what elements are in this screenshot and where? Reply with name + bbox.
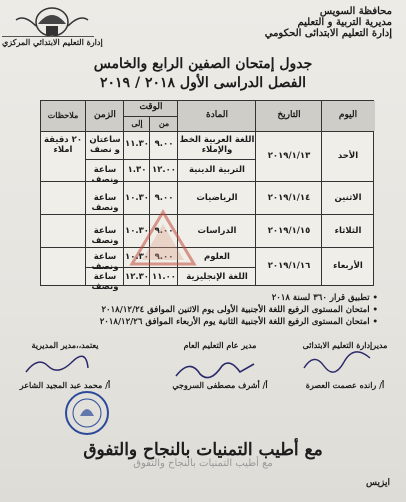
note-item: • امتحان المستوى الرفيع اللغة الأجنبية الأولى يوم الاثنين الموافق ٢٠١٨/١٢/٢٤ [60,304,378,316]
row-to: ١١.٣٠ [125,139,149,149]
row-note: ٢٠ دقيقة املاء [43,135,83,155]
primary-director-title: مديرإدارة التعليم الابتدائى [302,340,388,350]
primary-director-name: أ/ رانده عصمت العصرة [305,380,385,390]
row-subject: التربية الدينية [189,165,245,175]
row-from: ٩.٠٠ [154,226,174,236]
row-subject: الرياضيات [196,193,238,203]
closing-message-ghost: مع أطيب التمنيات بالنجاح والتفوق [133,458,273,469]
note-item: • امتحان المستوى الرفيع اللغة الأجنبية الثانية يوم الأربعاء الموافق ٢٠١٨/١٢/٢٦ [60,316,378,328]
row-to: ١٠.٣٠ [125,193,149,203]
row-duration: ساعة ونصف [91,193,119,213]
primary-signature-icon [300,350,380,376]
official-stamp-icon [64,390,110,436]
header-time: الوقت [139,102,163,112]
row-duration: ساعة ونصف [91,226,119,246]
header-to: إلى [131,118,143,128]
row-subject: اللغة الإنجليزية [186,272,248,282]
governorate-line: محافظة السويس [319,6,392,17]
notes-list [60,292,378,328]
row-date: ٢٠١٩/١/١٦ [267,261,311,271]
header-block [232,6,392,39]
approval-title: يعتمد،،مدير المديرية [31,340,99,350]
header-notes: ملاحظات [47,110,79,120]
row-date: ٢٠١٩/١/١٣ [267,151,311,161]
approval-signature-icon [22,352,92,378]
row-day: الأربعاء [333,261,363,271]
row-subject: اللغة العربية الخط والإملاء [179,135,255,155]
schedule-title: جدول إمتحان الصفين الرابع والخامس [93,56,313,72]
exam-schedule-table [40,100,374,292]
row-date: ٢٠١٩/١/١٥ [267,226,311,236]
row-duration: ساعة ونصف [91,165,119,185]
row-from: ١٢.٠٠ [152,165,176,175]
general-director-name: أ/ أشرف مصطفى السروجي [172,380,268,390]
row-from: ٩.٠٠ [154,252,174,262]
row-to: ١٠.٣٠ [125,252,149,262]
footer-label: ايزيس [366,478,390,488]
row-day: الأحد [337,151,359,161]
administration-line: إدارة التعليم الابتدائى الحكومي [264,28,392,39]
row-day: الاثنين [334,193,362,203]
header-duration: الزمن [94,110,116,120]
row-day: الثلاثاء [334,226,362,236]
row-duration: ساعة ونصف [91,252,119,272]
row-duration: ساعتان و نصف [89,135,121,155]
row-date: ٢٠١٩/١/١٤ [267,193,311,203]
row-from: ٩.٠٠ [154,139,174,149]
header-from: من [158,118,170,128]
row-from: ١١.٠٠ [152,272,176,282]
directorate-line: مديرية التربية و التعليم [297,17,392,28]
row-duration: ساعة ونصف [91,272,119,292]
closing-message: مع أطيب التمنيات بالنجاح والتفوق [83,440,323,460]
row-to: ١٠.٣٠ [125,226,149,236]
row-subject: العلوم [204,252,230,262]
note-item: • تطبيق قرار ٣٦٠ لسنة ٢٠١٨ [60,292,378,304]
watermark-logo-icon [128,208,198,268]
row-subject: الدراسات [197,226,237,236]
approval-name: أ/ محمد عبد المجيد الشاعر [19,380,111,390]
schedule-subtitle: الفصل الدراسى الأول ٢٠١٨ / ٢٠١٩ [100,75,306,91]
row-from: ٩.٠٠ [154,193,174,203]
header-day: اليوم [338,110,358,120]
row-to: ١.٣٠ [127,165,147,175]
logo-caption: إدارة التعليم الابتدائي المركزي [2,37,103,47]
general-director-title: مدير عام التعليم العام [183,340,257,350]
header-subject: المادة [206,110,228,120]
row-to: ١٢.٣٠ [125,272,149,282]
header-date: التاريخ [277,110,301,120]
